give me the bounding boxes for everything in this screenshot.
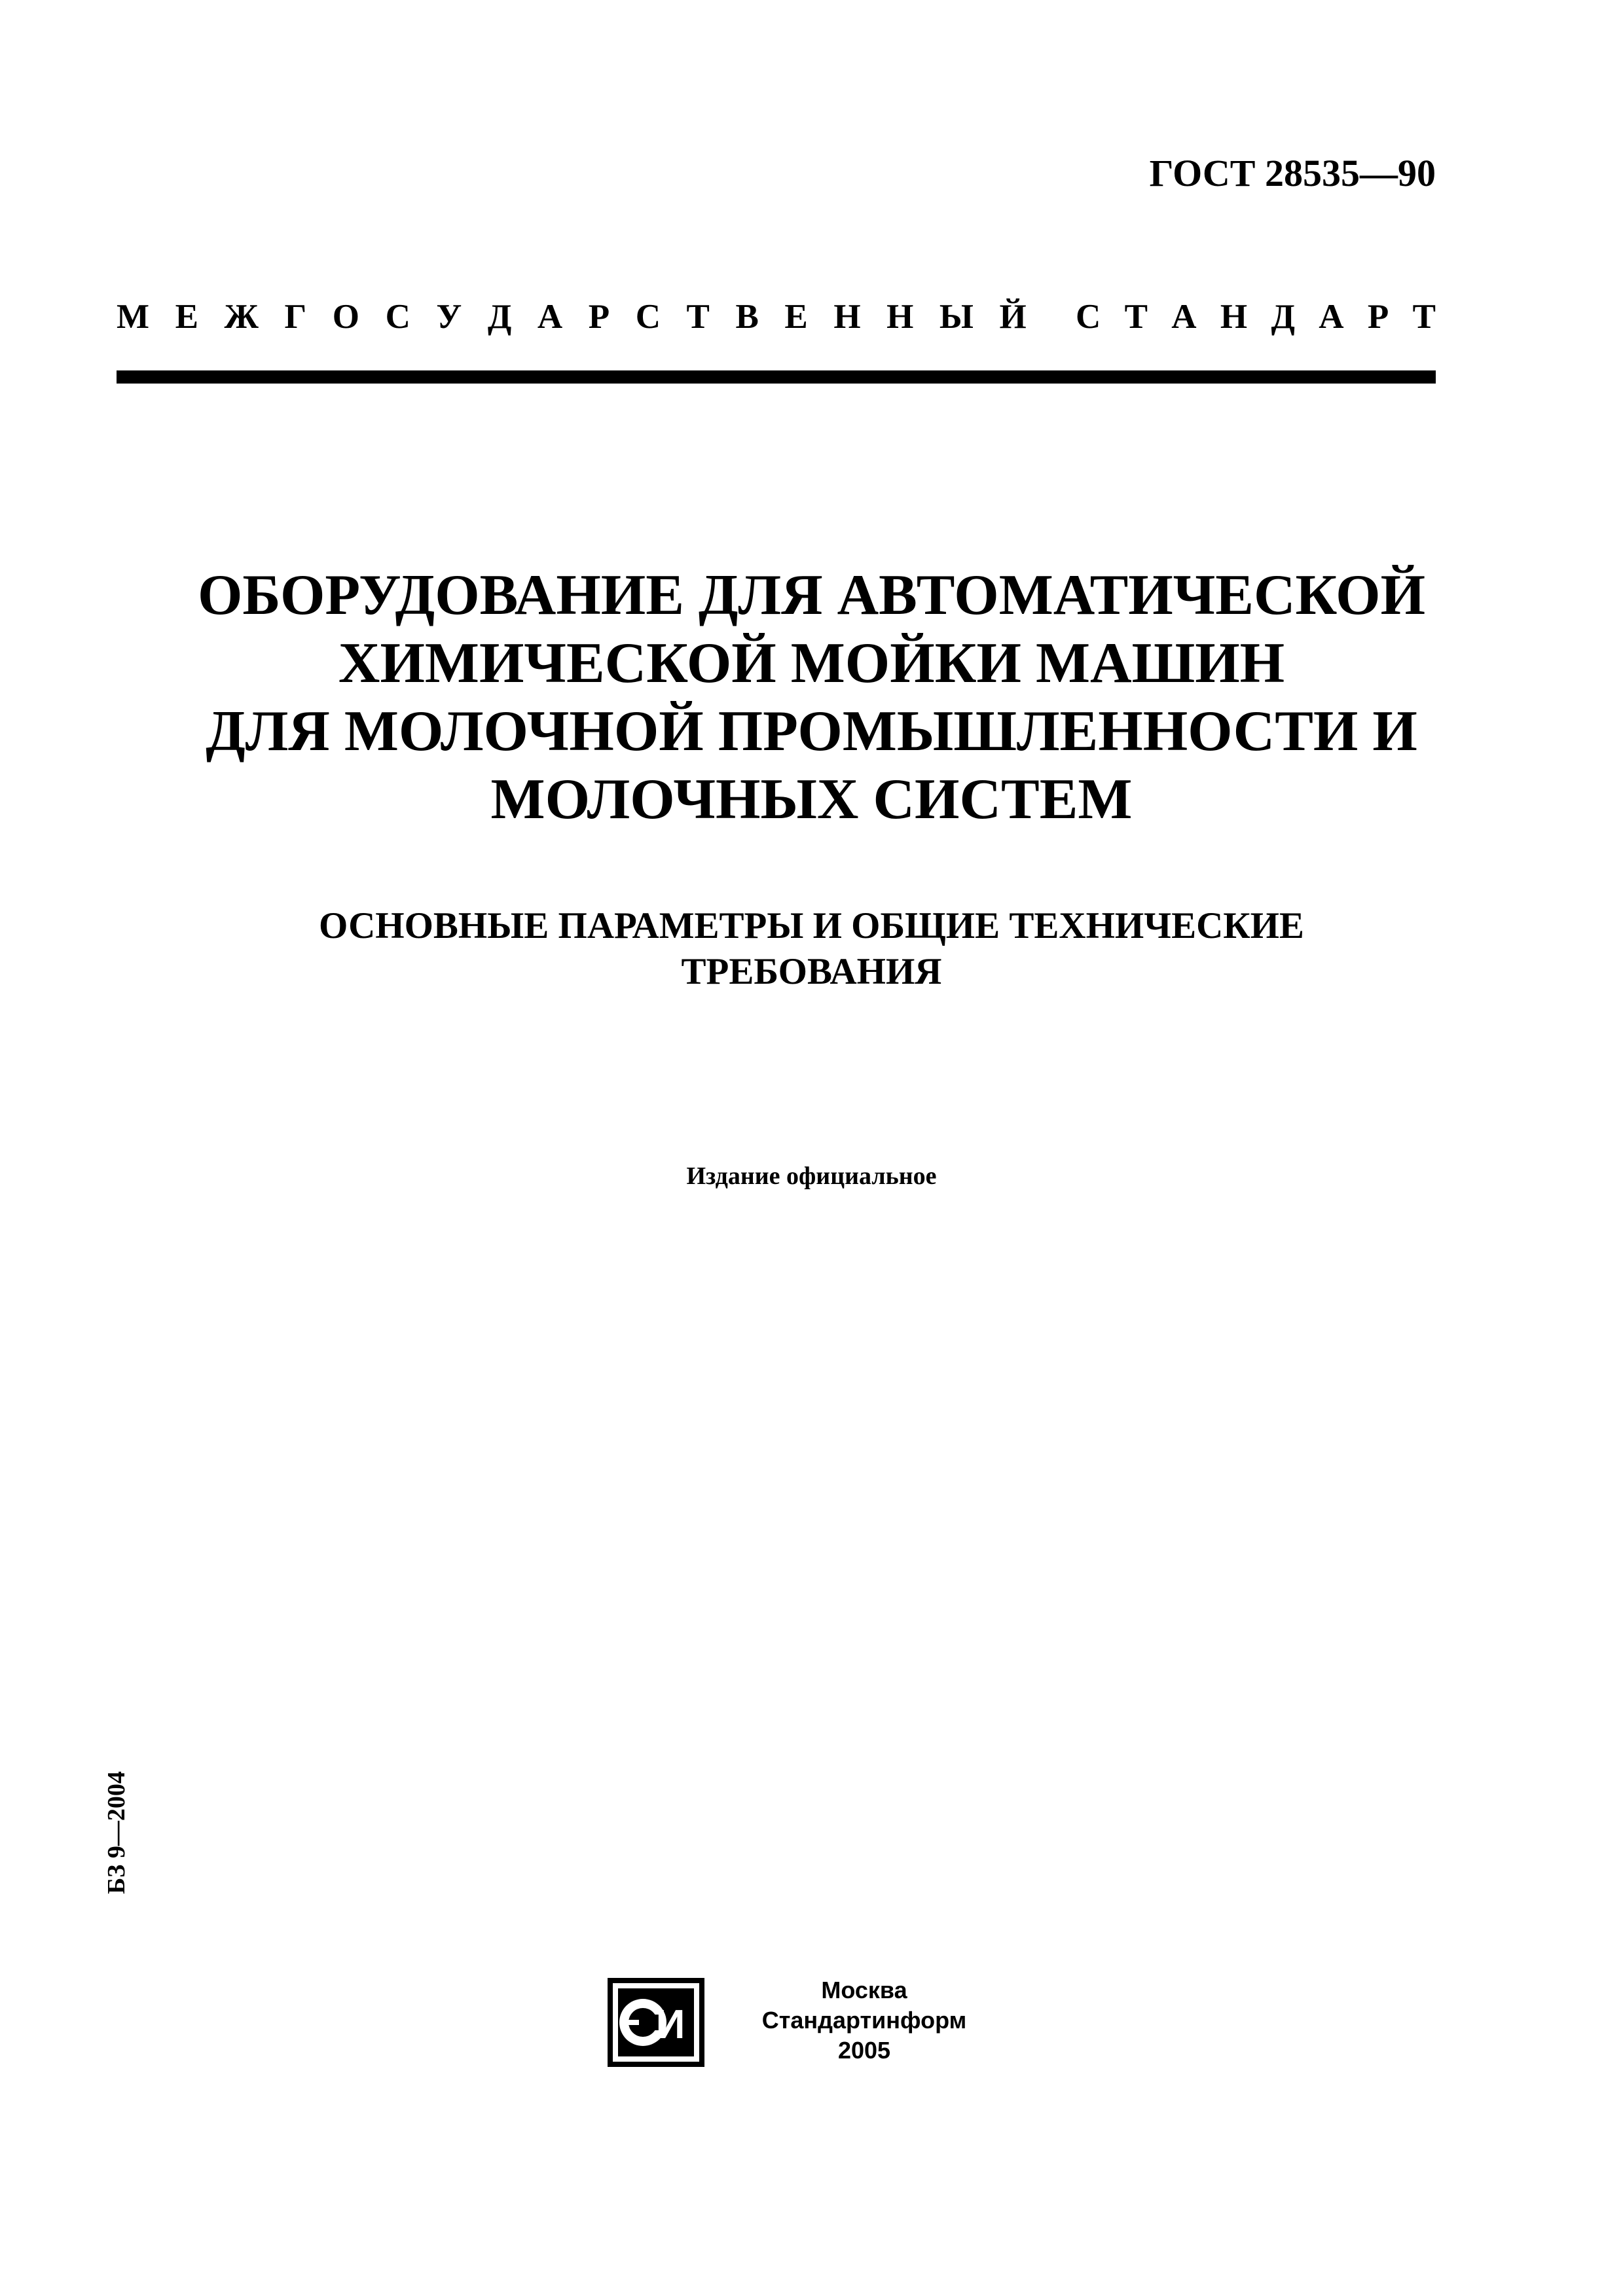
letter: С [1076, 298, 1101, 336]
letter: Н [1220, 298, 1248, 336]
standard-type-word-standard [1076, 300, 1436, 334]
side-code: БЗ 9—2004 [103, 1771, 130, 1894]
publisher-year: 2005 [837, 2037, 891, 2064]
standard-number: ГОСТ 28535—90 [1149, 152, 1436, 194]
publisher-name: Стандартинформ [761, 2007, 967, 2034]
letter: Д [487, 298, 512, 336]
letter: Р [588, 298, 610, 336]
publisher-city: Москва [821, 1977, 907, 2003]
edition-label: Издание официальное [686, 1162, 937, 1190]
letter: Е [175, 298, 198, 336]
letter: Е [784, 298, 808, 336]
title-line: ДЛЯ МОЛОЧНОЙ ПРОМЫШЛЕННОСТИ И [206, 700, 1417, 763]
letter: Н [833, 298, 861, 336]
subtitle-line: ТРЕБОВАНИЯ [681, 951, 942, 992]
letter: У [436, 298, 462, 336]
letter: Т [686, 298, 710, 336]
letter: М [117, 298, 150, 336]
subtitle-line: ОСНОВНЫЕ ПАРАМЕТРЫ И ОБЩИЕ ТЕХНИЧЕСКИЕ [319, 905, 1304, 946]
standard-type-word-interstate [117, 300, 1027, 334]
document-subtitle [131, 903, 1492, 995]
letter: А [537, 298, 563, 336]
header-rule [117, 370, 1436, 384]
letter: А [1171, 298, 1197, 336]
letter: С [385, 298, 410, 336]
title-line: ХИМИЧЕСКОЙ МОЙКИ МАШИН [338, 632, 1285, 695]
letter: Т [1412, 298, 1436, 336]
letter: Т [1124, 298, 1148, 336]
letter: Н [886, 298, 914, 336]
publisher-block [727, 1975, 1002, 2066]
standartinform-logo-icon [608, 1978, 704, 2067]
document-title [98, 562, 1525, 834]
svg-text:И: И [655, 2002, 685, 2047]
letter: Р [1367, 298, 1389, 336]
letter: Ж [224, 298, 259, 336]
standard-type [117, 300, 1436, 334]
title-line: МОЛОЧНЫХ СИСТЕМ [490, 768, 1133, 831]
title-line: ОБОРУДОВАНИЕ ДЛЯ АВТОМАТИЧЕСКОЙ [197, 564, 1426, 627]
letter: С [635, 298, 661, 336]
letter: А [1319, 298, 1344, 336]
letter: Г [284, 298, 307, 336]
letter: Ы [939, 298, 974, 336]
letter: Й [999, 298, 1027, 336]
letter: Д [1271, 298, 1295, 336]
letter: О [332, 298, 360, 336]
letter: В [735, 298, 759, 336]
